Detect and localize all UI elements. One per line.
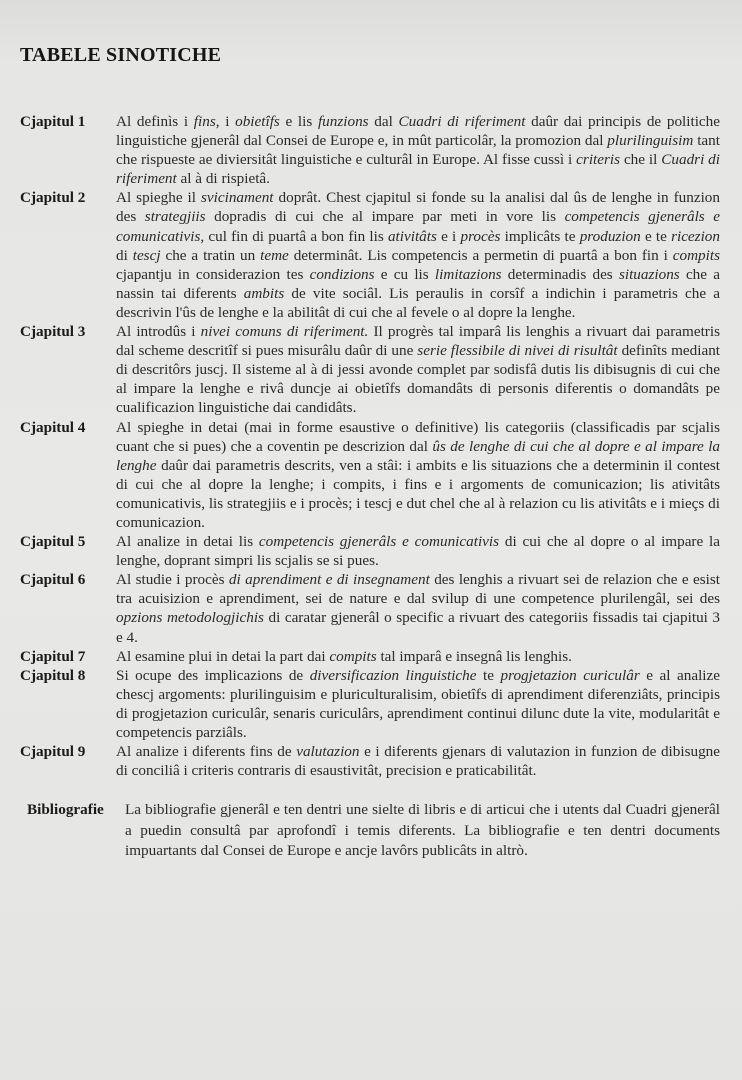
chapter-text xyxy=(116,418,720,533)
chapter-text xyxy=(116,570,720,646)
chapter-text xyxy=(116,666,720,742)
chapter-label: Cjapitul 2 xyxy=(20,189,86,207)
text-run: che a nassin tai diferents xyxy=(116,265,720,302)
text-run: al à di rispietâ. xyxy=(176,170,270,188)
text-run: Al definìs i xyxy=(116,113,194,130)
italic-run: plurilinguisim xyxy=(607,132,694,150)
italic-run: Cuadri di riferiment xyxy=(398,113,526,130)
chapter-entry xyxy=(20,322,720,417)
chapter-text xyxy=(116,112,720,188)
italic-run: valutazion xyxy=(296,743,360,761)
text-run: e lis xyxy=(279,113,318,130)
italic-run: ricezion xyxy=(671,227,720,245)
chapter-entry xyxy=(20,647,720,666)
chapter-entry xyxy=(20,112,720,188)
italic-run: di aprendiment e di insegnament xyxy=(228,571,430,589)
italic-run: obietîfs xyxy=(235,113,280,130)
text-run: dal xyxy=(368,113,399,130)
text-run: e al analize chescj argoments: plurilinguisim e pluriculturalisim, obietîfs di aprendiment diferenziâts, principis di progjetazion curiculâr, senaris curiculârs, aprendiment continui dilunc dute la vite, modularitât e competencis parziâls. xyxy=(116,666,721,741)
italic-run: criteris xyxy=(576,151,621,169)
chapter-entry xyxy=(20,666,720,742)
italic-run: procès xyxy=(460,227,501,245)
text-run: Al analize in detai lis xyxy=(116,533,259,551)
text-run: te xyxy=(476,666,501,684)
text-run: de vite sociâl. Lis peraulis in corsîf a indichin i parametris che a descrivin l'ûs de lenghe e la abilitât di cui che al fevele o al dopre la lenghe. xyxy=(116,284,720,321)
italic-run: limitazions xyxy=(434,265,502,283)
chapter-text xyxy=(116,647,720,666)
text-run: di xyxy=(116,246,133,264)
chapter-label: Cjapitul 6 xyxy=(20,571,86,589)
italic-run: compits xyxy=(672,246,720,264)
text-run: Al introdûs i xyxy=(116,323,201,341)
text-run: Al analize i diferents fins de xyxy=(116,743,297,761)
chapter-text xyxy=(116,322,720,417)
italic-run: produzion xyxy=(579,227,641,245)
chapter-entry xyxy=(20,418,720,533)
italic-run: diversificazion linguistiche xyxy=(309,666,477,684)
italic-run: ambits xyxy=(243,284,285,302)
italic-run: ativitâts xyxy=(387,227,437,245)
text-run: cjapantju in considerazion tes xyxy=(116,265,310,283)
text-run: implicâts te xyxy=(500,227,580,245)
text-run: determinadis des xyxy=(501,265,619,283)
italic-run: tescj xyxy=(132,246,161,264)
italic-run: opzions metodologjichis xyxy=(116,609,264,627)
italic-run: teme xyxy=(260,246,289,264)
text-run: di cui che al dopre o al impare la lenghe, doprant simpri lis scjalis se si pues. xyxy=(116,533,720,570)
italic-run: funzions xyxy=(317,113,369,130)
text-run: Al esamine plui in detai la part dai xyxy=(116,647,330,665)
chapter-label: Cjapitul 8 xyxy=(20,666,86,684)
chapter-text xyxy=(116,532,720,570)
text-run: Al studie i procès xyxy=(116,571,229,589)
italic-run: competencis gjenerâls e comunicativis, xyxy=(116,208,720,245)
chapter-text xyxy=(116,742,720,780)
text-run: che a tratin un xyxy=(160,246,261,264)
text-run: , i xyxy=(215,113,236,130)
text-run: di caratar gjenerâl o specific a rivuart des categoriis fissadis tai cjapitui 3 e 4. xyxy=(116,609,720,646)
text-run: che il xyxy=(620,151,662,169)
text-run: determinât. Lis competencis a permetin di puartâ a bon fin i xyxy=(288,246,673,264)
chapter-entry xyxy=(20,532,720,570)
text-run: daûr dai principis de politiche linguistiche gjenerâl dal Consei de Europe e, in mût particolâr, la promozion dal xyxy=(116,113,720,150)
chapter-label: Cjapitul 4 xyxy=(20,418,86,436)
chapter-label: Cjapitul 3 xyxy=(20,323,86,341)
text-run: e te xyxy=(640,227,672,245)
text-run: Al spieghe in detai (mai in forme esaustive o definitive) lis categoriis (classificadis par scjalis cuant che si pues) che a coventin pe descrizion dal xyxy=(116,418,720,455)
text-run: e i diferents gjenars di valutazion in funzion de dibisugne di conciliâ i criteris contraris di esaustivitât, precision e praticabilitât. xyxy=(116,743,721,780)
italic-run: compits xyxy=(329,647,377,665)
italic-run: strategjiis xyxy=(144,208,206,226)
text-run: e i xyxy=(436,227,461,245)
italic-run: condizions xyxy=(309,265,375,283)
text-run: Si ocupe des implicazions de xyxy=(116,666,310,684)
chapter-label: Cjapitul 5 xyxy=(20,533,86,551)
bibliography-text: La bibliografie gjenerâl e ten dentri une sielte di libris e di articui che i utents dal Cuadri gjenerâl a puedin consultâ par aprofondî i temis diferents. La bibliografie e ten dentri documents impuartants dal Consei de Europe e ancje lavôrs publicâts in altrò. xyxy=(125,801,720,860)
chapter-label: Cjapitul 9 xyxy=(20,743,86,761)
text-run: dopradis di cui che al impare par meti in vore lis xyxy=(205,208,565,226)
italic-run: serie flessibile di nivei di risultât xyxy=(417,342,618,360)
text-run: daûr dai parametris descrits, ven a stâi: i ambits e lis situazions che a determinin il contest di cui che al dopre la lenghe; i compits, i fins e i argoments de comunicazion; lis ativitâts comunicativis, lis strategjiis e i procès; i tescj e dut chel che al à relazion cu lis ativitâts e i mieçs di comunicazion. xyxy=(116,456,720,531)
italic-run: Cuadri di riferiment xyxy=(116,151,720,188)
text-run: cul fin di puartâ a bon fin lis xyxy=(204,227,388,245)
chapter-list xyxy=(20,112,720,780)
chapter-entry xyxy=(20,570,720,646)
italic-run: situazions xyxy=(618,265,680,283)
chapter-entry xyxy=(20,188,720,322)
text-run: e cu lis xyxy=(374,265,435,283)
italic-run: ûs de lenghe di cui che al dopre e al impare la lenghe xyxy=(116,437,721,474)
text-run: definîts mediant di descritôrs juscj. Il sisteme al à di jessi avonde complet par sodisfâ dutis lis dibisugnis di cui che al impare la lenghe e rivâ duncje ai obietîfs domandâts di personis diferentis o domandâts pe cualificazion linguistiche dai candidâts. xyxy=(116,342,721,417)
italic-run: competencis gjenerâls e comunicativis xyxy=(258,533,500,551)
text-run: des lenghis a rivuart sei de relazion che e esist tra acuisizion e aprendiment, sei de nature e dal svilup di une competence plurilengâl, sei des xyxy=(116,571,720,608)
text-run: doprât. Chest cjapitul si fonde su la analisi dal ûs de lenghe in funzion des xyxy=(116,189,720,226)
chapter-text xyxy=(116,188,720,322)
synoptic-table xyxy=(20,112,720,862)
italic-run: svicinament xyxy=(200,189,274,207)
bibliography-entry xyxy=(20,800,720,862)
text-run: tal imparâ e insegnâ lis lenghis. xyxy=(376,647,572,665)
bibliography-label: Bibliografie xyxy=(27,801,104,819)
italic-run: fins xyxy=(193,113,216,130)
text-run: Al spieghe il xyxy=(116,189,201,207)
text-run: tant che rispueste ae diviersitât linguistiche e culturâl in Europe. Al fisse cussì i xyxy=(116,132,720,169)
italic-run: nivei comuns di riferiment. xyxy=(200,323,369,341)
chapter-label: Cjapitul 7 xyxy=(20,647,86,665)
chapter-label: Cjapitul 1 xyxy=(20,113,86,130)
chapter-entry xyxy=(20,742,720,780)
italic-run: progjetazion curiculâr xyxy=(500,666,640,684)
text-run: Il progrès tal imparâ lis lenghis a rivuart dai parametris dal scheme descritîf si pues misurâlu daûr di une xyxy=(116,323,720,360)
page-title: TABELE SINOTICHE xyxy=(20,44,222,66)
